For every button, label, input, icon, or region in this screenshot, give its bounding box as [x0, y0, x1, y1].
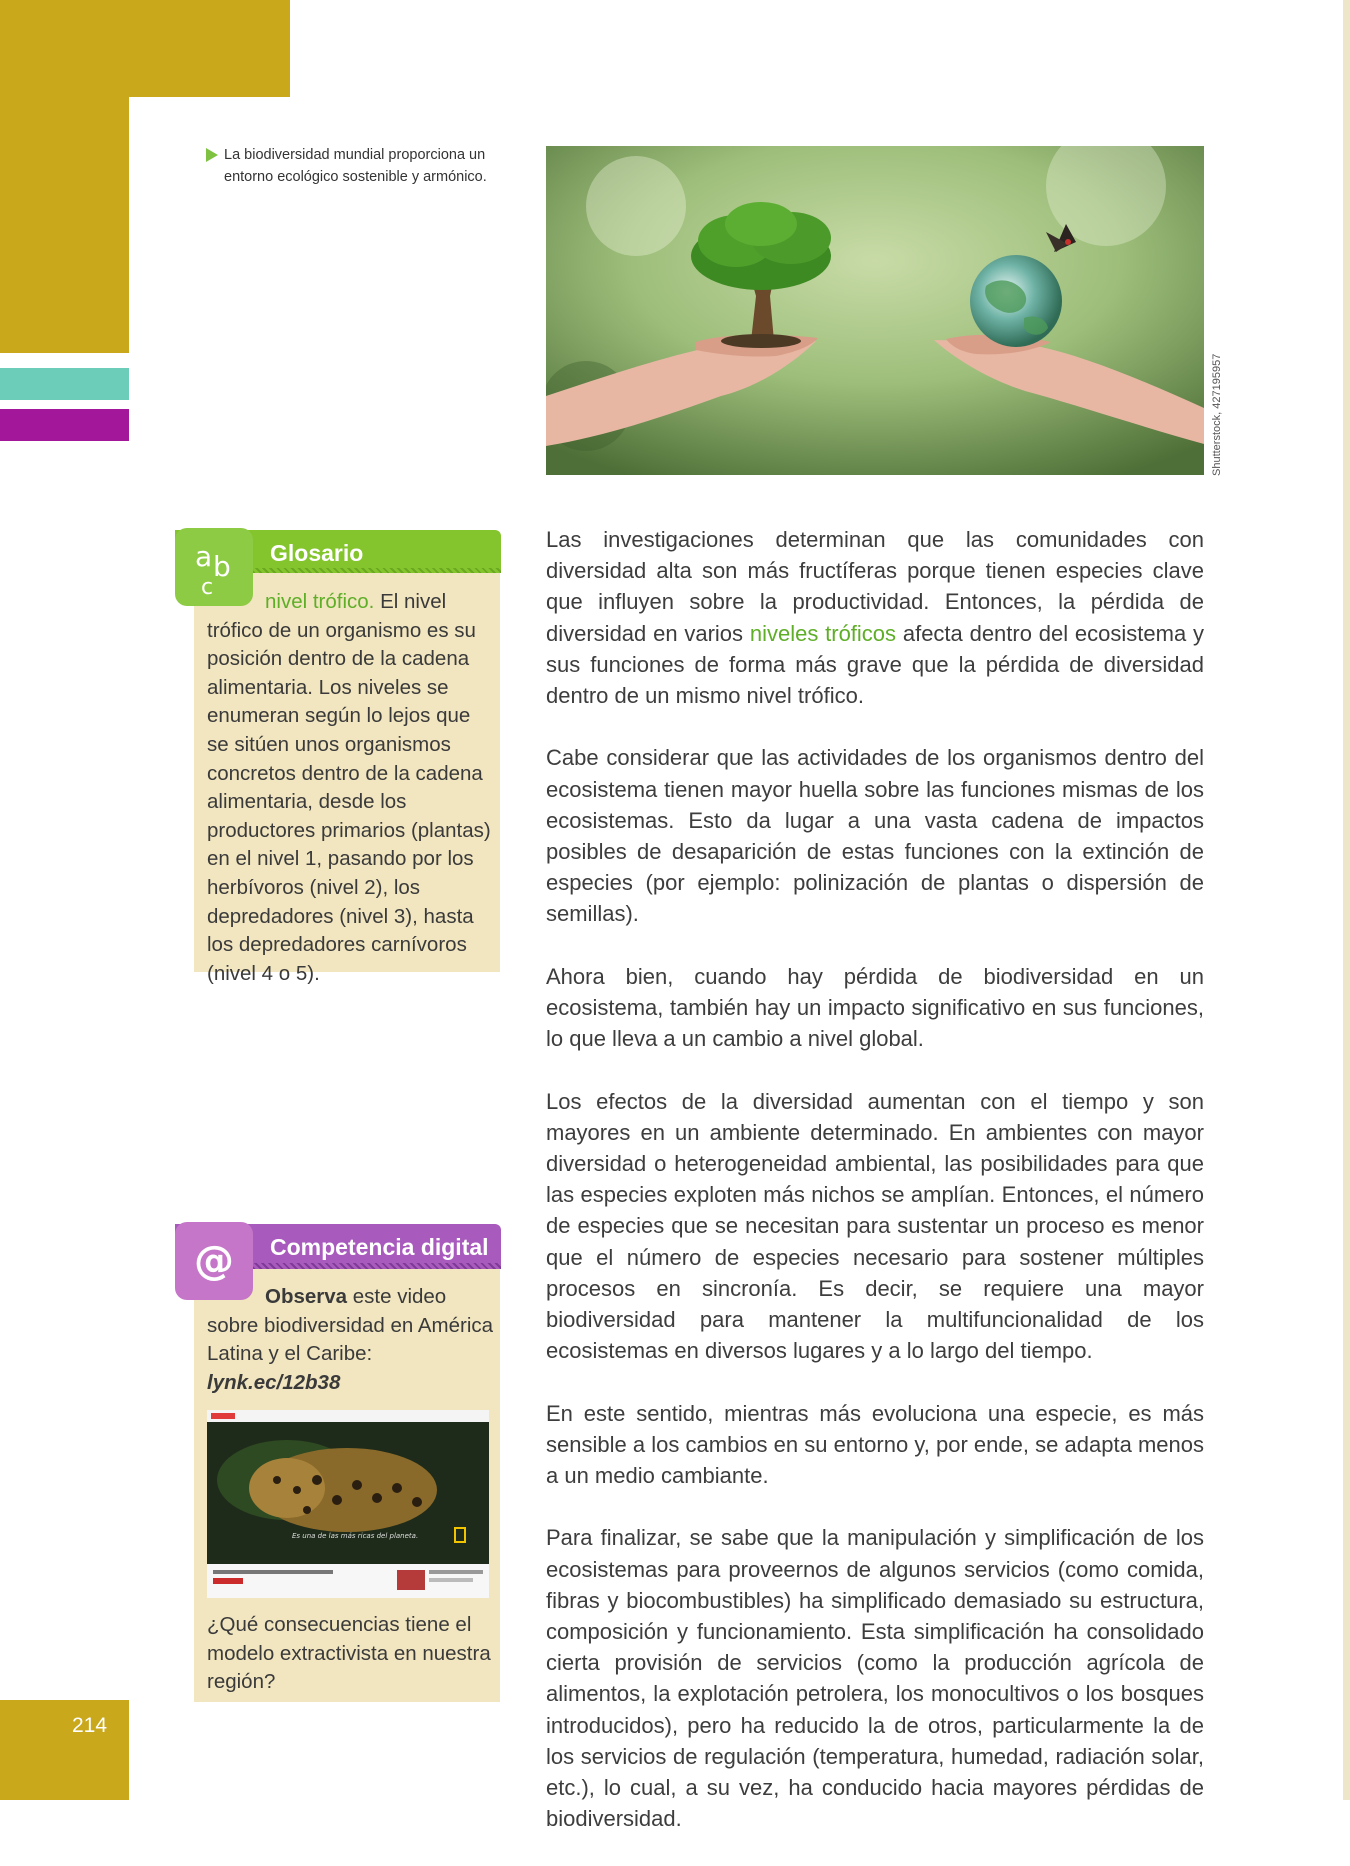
paragraph-4: Los efectos de la diversidad aumentan con el tiempo y son mayores en un ambiente determinado. En ambientes con mayor diversidad o heterogeneidad ambiental, las posibilidades para que las especies exploten más nichos se amplían. Entonces, el número de especies que se necesitan para sustentar un proceso es menor que el número de especies necesario para sostener múltiples procesos en sincronía. Es decir, se requiere una mayor biodiversidad para mantener la multifuncionalidad de los ecosistemas en diversos lugares y a lo largo del tiempo. — [546, 1088, 1204, 1364]
digital-question: ¿Qué consecuencias tiene el modelo extractivista en nuestra región? — [207, 1613, 491, 1694]
top-corner-block — [0, 0, 290, 97]
paragraph-1 — [546, 524, 1204, 711]
hero-photo — [546, 146, 1204, 475]
svg-text:c: c — [201, 575, 214, 600]
svg-text:b: b — [213, 550, 231, 583]
page-number: 214 — [72, 1714, 108, 1737]
video-link[interactable]: lynk.ec/12b38 — [207, 1370, 341, 1394]
hands-tree-globe-illustration — [546, 146, 1204, 475]
jaguar-video-screenshot — [207, 1410, 489, 1598]
video-thumbnail[interactable] — [207, 1410, 489, 1598]
glossary-title: Glosario — [270, 540, 364, 566]
paragraph-6: Para finalizar, se sabe que la manipulación y simplificación de los ecosistemas para proveernos de algunos servicios (como comida, fibras y biocombustibles) ha simplificado demasiado su estructura, composición y funcionamiento. Esta simplificación ha consolidado cierta provisión de servicios (como la producción agrícola de alimentos, la explotación petrolera, los monocultivos o los bosques introducidos), pero ha reducido la de otros, particularmente la de los servicios de regulación (temperatura, humedad, radiación solar, etc.), lo cual, a su vez, ha conducido hacia mayores pérdidas de biodiversidad. — [546, 1525, 1204, 1832]
page-number-strip — [0, 1700, 129, 1800]
paragraph-2: Cabe considerar que las actividades de los organismos dentro del ecosistema tienen mayor huella sobre las funciones mismas de los ecosistemas. Esto da lugar a una vasta cadena de impactos posibles de desaparición de estas funciones con la extinción de especies (por ejemplo: polinización de plantas o dispersión de semillas). — [546, 745, 1204, 927]
photo-credit: Shutterstock, 427195957 — [1211, 353, 1223, 476]
glossary-definition-text: El nivel trófico de un organismo es su posición dentro de la cadena alimentaria. Los niveles se enumeran según lo lejos que se sitúen unos organismos concretos dentro de la cadena alimentaria, desde los productores primarios (plantas) en el nivel 1, pasando por los herbívoros (nivel 2), los depredadores (nivel 3), hasta los depredadores carnívoros (nivel 4 o 5). — [207, 590, 491, 985]
caption-text: La biodiversidad mundial proporciona un entorno ecológico sostenible y armónico. — [224, 147, 487, 185]
paragraph-3: Ahora bien, cuando hay pérdida de biodiversidad en un ecosistema, también hay un impacto significativo en sus funciones, lo que lleva a un cambio a nivel global. — [546, 963, 1204, 1052]
magenta-accent-band — [0, 409, 129, 441]
glossary-definition — [207, 588, 497, 988]
svg-text:@: @ — [194, 1238, 234, 1284]
left-margin-strip — [0, 97, 129, 353]
caption-arrow-icon — [206, 148, 218, 162]
paragraph-1-text: Las investigaciones determinan que las comunidades con diversidad alta son más fructíferas porque tienen especies clave que influyen sobre la productividad. Entonces, la pérdida de diversidad en varios — [546, 527, 1204, 646]
right-page-edge — [1343, 0, 1350, 1800]
video-subtitle: Es una de las más ricas del planeta. — [292, 1532, 419, 1540]
digital-verb: Observa — [265, 1285, 348, 1308]
digital-title: Competencia digital — [270, 1234, 489, 1260]
digital-instruction-text: este video sobre biodiversidad en América Latina y el Caribe: — [207, 1285, 494, 1366]
paragraph-5: En este sentido, mientras más evoluciona una especie, es más sensible a los cambios en su entorno y, por ende, se adapta menos a un medio cambiante. — [546, 1400, 1204, 1489]
teal-accent-band — [0, 368, 129, 400]
photo-caption — [206, 144, 506, 188]
main-text-column — [546, 524, 1204, 1866]
svg-text:a: a — [195, 540, 213, 573]
digital-instruction — [207, 1283, 497, 1397]
glossary-term: nivel trófico. — [265, 590, 375, 613]
paragraph-1-text-end: afecta dentro del ecosistema y sus funciones de forma más grave que la pérdida de diversidad dentro de un mismo nivel trófico. — [546, 620, 1204, 709]
glossary-term-link: niveles tróficos — [749, 620, 897, 646]
